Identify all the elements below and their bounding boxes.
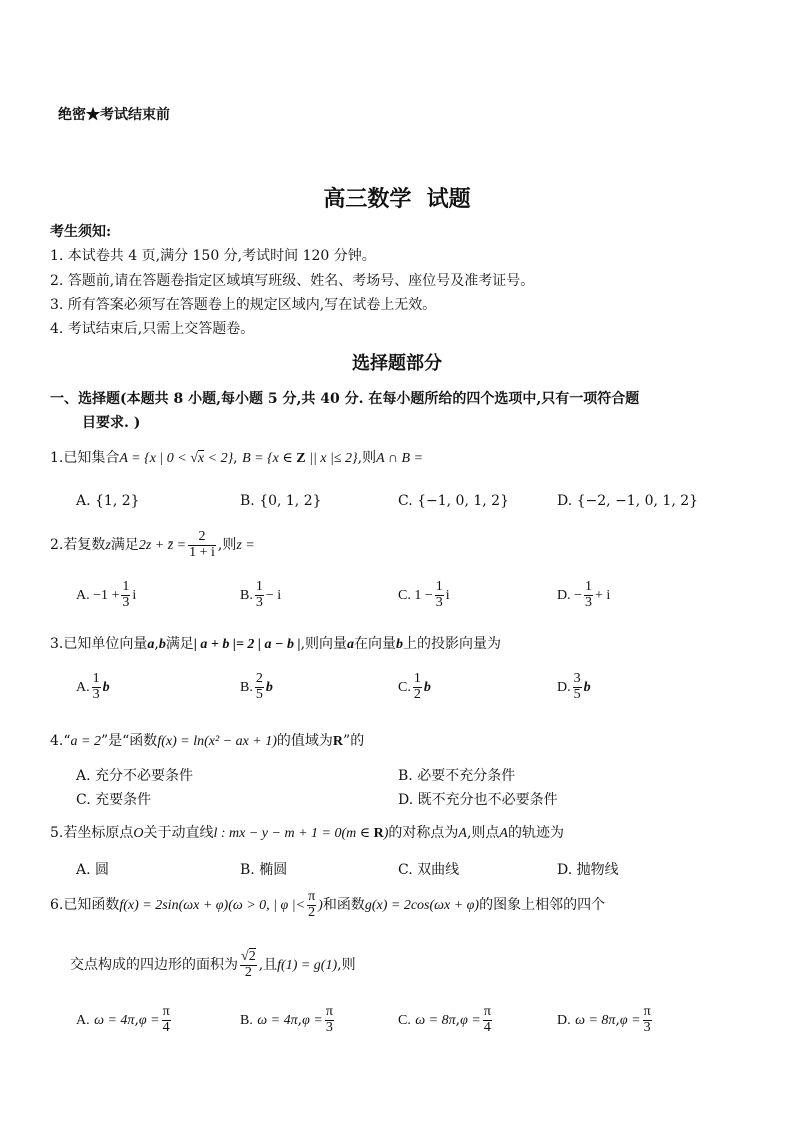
q5-text5: 的轨迹为 (507, 825, 564, 841)
q4-quote-open: “ (63, 733, 71, 749)
q2-z: z (105, 538, 111, 554)
q2-opt-a-frac (121, 580, 130, 610)
option-label: D. (557, 680, 571, 696)
option-frac (573, 672, 582, 702)
frac-den: 5 (255, 686, 263, 702)
frac-num: 3 (573, 671, 581, 686)
option-label: A. (76, 680, 90, 696)
frac-den: 2 (308, 904, 316, 920)
q2-opt-a-tail: i (132, 588, 137, 604)
q2-opt-c-label: C. 1 − (398, 588, 433, 604)
secret-label: 绝密★考试结束前 (58, 107, 170, 123)
q5-text3: 的对称点为 (388, 825, 459, 841)
q6-f-end: ) (318, 898, 323, 914)
q5-line: l : mx − y − m + 1 = 0(m ∈ (213, 826, 374, 841)
q1-option-c: C. {−1, 0, 1, 2} (398, 493, 509, 509)
option-omega: ω = 4π (94, 1013, 135, 1029)
q3-text5: 上的投影向量为 (403, 636, 502, 652)
q3-vec-b: b (158, 637, 166, 652)
question-number: 6. (50, 897, 64, 914)
q2-ask: z = (236, 538, 255, 554)
frac-num: 1 (585, 579, 593, 594)
q6-text4: 交点构成的四边形的面积为 (70, 957, 238, 974)
q1-set-a: A = {x | 0 < (119, 451, 191, 466)
question-6 (50, 890, 605, 920)
q2-text3: ,则 (217, 537, 237, 554)
q3-option-b (240, 672, 273, 702)
option-frac (92, 672, 101, 702)
q3-text2: 满足 (165, 636, 194, 652)
sqrt-content: 2 (248, 949, 256, 964)
q6-text6: ,则 (337, 957, 356, 974)
part-heading-line2: 目要求. ) (82, 415, 141, 431)
sqrt-symbol: √ (241, 949, 249, 964)
q2-opt-b-label: B. (240, 588, 253, 604)
q2-option-b (240, 580, 281, 610)
q3-text3: ,则向量 (300, 636, 348, 652)
q6-text: 已知函数 (63, 897, 120, 914)
question-2 (50, 530, 255, 560)
frac-num: 2 (255, 671, 263, 686)
option-omega: ω = 4π (257, 1013, 298, 1029)
notice-item: 4. 考试结束后,只需上交答题卷。 (50, 321, 255, 337)
option-phi: φ = (302, 1013, 323, 1029)
q1-set-a-end: < 2} (204, 451, 234, 466)
option-phi: φ = (460, 1013, 481, 1029)
frac-den: 3 (325, 1019, 333, 1035)
q5-option-b: B. 椭圆 (240, 862, 288, 878)
question-4 (50, 730, 364, 750)
frac-den: 3 (643, 1019, 651, 1035)
q5-point-a2: A (499, 826, 508, 841)
frac-den: 3 (255, 594, 263, 610)
frac-num: 1 (92, 671, 100, 686)
option-vec: b (102, 680, 110, 696)
q5-text4: ,则点 (466, 825, 500, 841)
frac-den: 3 (435, 594, 443, 610)
q1-z-symbol: Z (296, 451, 306, 466)
option-vec: b (423, 680, 431, 696)
question-number: 4. (50, 733, 64, 749)
q1-set-b-end: || x |≤ 2} (305, 451, 358, 466)
frac-num: 1 (122, 579, 130, 594)
q1-sep: , (233, 450, 238, 466)
frac-num: π (162, 1004, 170, 1019)
option-sep: , (455, 1012, 461, 1029)
option-sep: , (615, 1012, 620, 1029)
q1-ask: A ∩ B = (376, 451, 424, 466)
option-omega: ω = 8π (415, 1013, 456, 1029)
question-number: 5. (50, 825, 64, 841)
notice-heading: 考生须知: (50, 224, 112, 240)
q6-pi-half (307, 890, 316, 920)
q1-option-d: D. {−2, −1, 0, 1, 2} (557, 493, 699, 509)
frac-num: 1 (435, 579, 443, 594)
q1-text: 已知集合 (63, 450, 120, 466)
option-frac (643, 1005, 652, 1035)
q3-option-a (76, 672, 110, 702)
q5-option-a: A. 圆 (76, 862, 110, 878)
q2-opt-d-frac (584, 580, 593, 610)
frac-num (240, 950, 257, 966)
option-label: C. (398, 680, 411, 696)
q2-fraction-num: 2 (188, 530, 216, 546)
q5-text: 若坐标原点 (63, 825, 134, 841)
q2-opt-d-label: D. − (557, 588, 583, 604)
q2-opt-b-tail: − i (265, 588, 282, 604)
option-label: B. (240, 1013, 253, 1029)
notice-item: 3. 所有答案必须写在答题卷上的规定区域内,写在试卷上无效。 (50, 297, 437, 313)
q5-r-symbol: R (373, 826, 384, 841)
question-number: 3. (50, 636, 64, 652)
notice-item: 1. 本试卷共 4 页,满分 150 分,考试时间 120 分钟。 (50, 248, 376, 264)
option-vec: b (265, 680, 273, 696)
q2-opt-c-tail: i (445, 588, 450, 604)
q5-origin: O (133, 826, 144, 841)
q2-option-a (76, 580, 136, 610)
q3-text4: 在向量 (354, 636, 397, 652)
frac-den: 5 (573, 686, 581, 702)
part-heading-line1: 一、选择题(本题共 8 小题,每小题 5 分,共 40 分. 在每小题所给的四个选项中,只有一项符合题 (50, 391, 640, 407)
frac-den: 3 (585, 594, 593, 610)
q2-opt-b-frac (255, 580, 264, 610)
q2-fraction (188, 530, 216, 560)
q3-option-d (557, 672, 591, 702)
frac-den: 2 (413, 686, 421, 702)
q5-line-end: ) (383, 826, 389, 841)
frac-num: 1 (255, 579, 263, 594)
q6-condition: f(1) = g(1) (277, 958, 338, 974)
q2-text: 若复数 (63, 537, 106, 554)
q4-text: ”是“函数 (100, 733, 158, 749)
q3-option-c (398, 672, 431, 702)
q5-point-a: A (458, 826, 467, 841)
frac-num: 1 (413, 671, 421, 686)
option-frac (325, 1005, 334, 1035)
q3-condition: | a + b |= 2 | a − b | (193, 637, 301, 652)
q3-vec-b2: b (396, 637, 404, 652)
q2-option-c (398, 580, 450, 610)
q4-condition: a = 2 (70, 734, 101, 749)
question-3 (50, 633, 501, 653)
q2-text2: 满足 (110, 537, 139, 554)
q2-opt-c-frac (435, 580, 444, 610)
option-label: C. (398, 1013, 411, 1029)
option-omega: ω = 8π (575, 1013, 616, 1029)
q1-text2: ,则 (357, 450, 377, 466)
question-1 (50, 447, 423, 467)
q6-option-c (398, 1005, 494, 1035)
q5-text2: 关于动直线 (143, 825, 214, 841)
option-phi: φ = (619, 1013, 641, 1029)
q6-option-d (557, 1005, 654, 1035)
option-vec: b (583, 680, 591, 696)
q3-comma: , (154, 636, 159, 652)
q6-text2: 和函数 (322, 897, 365, 914)
option-frac (413, 672, 422, 702)
frac-num: π (325, 1004, 333, 1019)
frac-num: π (483, 1004, 491, 1019)
q5-option-c: C. 双曲线 (398, 862, 460, 878)
frac-den: 3 (122, 594, 130, 610)
option-phi: φ = (138, 1013, 160, 1029)
option-sep: , (134, 1012, 139, 1029)
option-frac (255, 672, 264, 702)
option-sep: , (297, 1012, 303, 1029)
question-6-line2 (70, 950, 356, 980)
question-number: 1. (50, 450, 64, 466)
option-label: D. (557, 1013, 571, 1029)
sqrt-symbol: √ (190, 451, 198, 466)
q6-g: g(x) = 2cos(ωx + φ) (364, 898, 480, 914)
q2-opt-a-label: A. −1 + (76, 588, 120, 604)
q2-fraction-den: 1 + i (189, 544, 215, 560)
q5-option-d: D. 抛物线 (557, 862, 619, 878)
q1-set-b: B = {x ∈ (242, 451, 297, 466)
q6-option-a (76, 1005, 173, 1035)
q6-f: f(x) = 2sin(ωx + φ)(ω > 0, | φ |< (119, 898, 306, 914)
frac-den: 4 (483, 1019, 491, 1035)
question-number: 2. (50, 537, 64, 554)
q4-text3: ”的 (343, 733, 365, 749)
q4-function: f(x) = ln(x² − ax + 1) (157, 734, 277, 749)
q1-sqrt-x: x (197, 451, 205, 466)
q6-area-frac (240, 950, 257, 980)
q2-option-d (557, 580, 610, 610)
q4-option-a: A. 充分不必要条件 (76, 768, 194, 784)
q4-option-b: B. 必要不充分条件 (398, 768, 516, 784)
q6-text3: 的图象上相邻的四个 (479, 897, 606, 914)
q1-option-a: A. {1, 2} (76, 493, 140, 509)
q6-text5: ,且 (258, 957, 278, 974)
q2-lhs: 2z + z̄ = (138, 538, 187, 554)
page-title: 高三数学 试题 (323, 186, 471, 212)
notice-item: 2. 答题前,请在答题卷指定区域填写班级、姓名、考场号、座位号及准考证号。 (50, 273, 535, 289)
q4-option-d: D. 既不充分也不必要条件 (398, 792, 558, 808)
q1-option-b: B. {0, 1, 2} (240, 493, 322, 509)
q3-vec-a2: a (347, 637, 355, 652)
section-title: 选择题部分 (352, 353, 442, 374)
question-5 (50, 822, 564, 842)
frac-den: 2 (244, 964, 252, 980)
option-frac (162, 1005, 171, 1035)
q3-text: 已知单位向量 (63, 636, 148, 652)
frac-num: π (643, 1004, 651, 1019)
frac-den: 3 (92, 686, 100, 702)
option-label: A. (76, 1013, 90, 1029)
q3-vec-a: a (147, 637, 155, 652)
q6-option-b (240, 1005, 336, 1035)
frac-num: π (308, 889, 316, 904)
frac-den: 4 (162, 1019, 170, 1035)
q4-text2: 的值域为 (276, 733, 333, 749)
option-label: B. (240, 680, 253, 696)
q2-opt-d-tail: + i (595, 588, 611, 604)
option-frac (483, 1005, 492, 1035)
q4-option-c: C. 充要条件 (76, 792, 152, 808)
q4-r-symbol: R (332, 734, 344, 749)
